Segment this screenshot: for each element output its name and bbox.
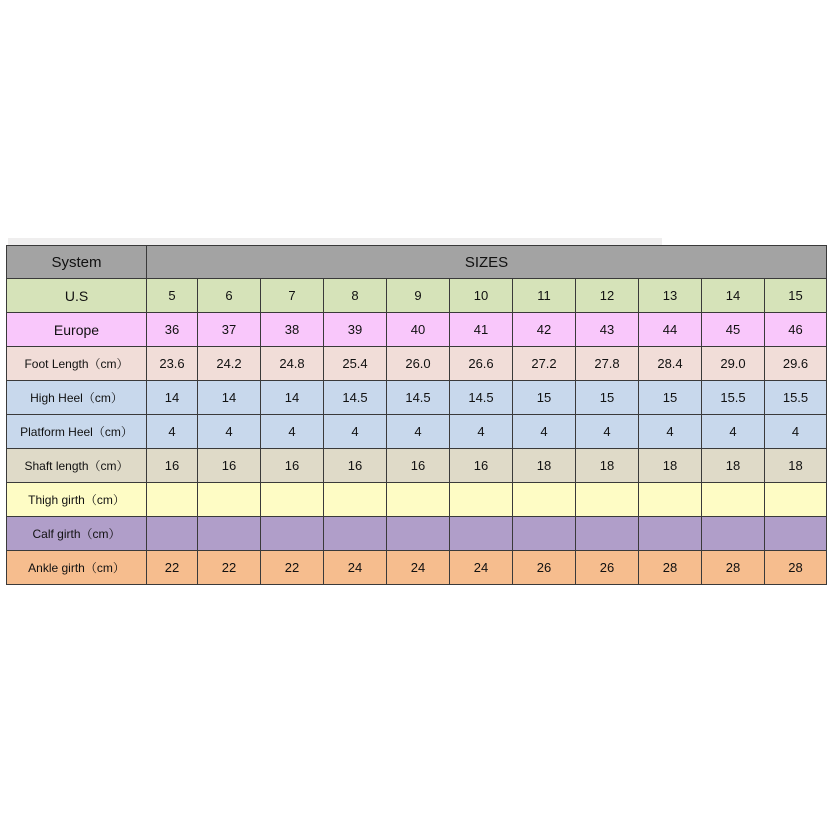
row-high (7, 381, 827, 415)
size-value-cell: 15 (576, 381, 639, 415)
size-value-cell: 26 (513, 551, 576, 585)
size-value-cell: 29.0 (702, 347, 765, 381)
size-value-cell (324, 483, 387, 517)
size-value-cell: 24.2 (198, 347, 261, 381)
size-value-cell: 44 (639, 313, 702, 347)
size-value-cell: 16 (198, 449, 261, 483)
size-value-cell: 42 (513, 313, 576, 347)
size-value-cell: 23.6 (147, 347, 198, 381)
size-value-cell: 28 (765, 551, 827, 585)
size-value-cell: 15 (765, 279, 827, 313)
row-label: Calf girth（cm） (7, 517, 147, 551)
row-label: Ankle girth（cm） (7, 551, 147, 585)
size-value-cell (765, 483, 827, 517)
size-value-cell: 9 (387, 279, 450, 313)
size-value-cell: 29.6 (765, 347, 827, 381)
size-value-cell: 22 (198, 551, 261, 585)
size-value-cell: 43 (576, 313, 639, 347)
size-value-cell: 4 (324, 415, 387, 449)
size-value-cell: 24.8 (261, 347, 324, 381)
size-value-cell: 8 (324, 279, 387, 313)
size-value-cell: 27.2 (513, 347, 576, 381)
size-value-cell: 24 (387, 551, 450, 585)
size-value-cell: 4 (387, 415, 450, 449)
size-value-cell: 46 (765, 313, 827, 347)
size-value-cell: 4 (765, 415, 827, 449)
size-value-cell: 39 (324, 313, 387, 347)
size-value-cell: 18 (765, 449, 827, 483)
size-value-cell (513, 483, 576, 517)
size-value-cell: 14 (147, 381, 198, 415)
size-value-cell: 16 (387, 449, 450, 483)
size-value-cell: 18 (639, 449, 702, 483)
size-value-cell (576, 483, 639, 517)
size-value-cell (450, 517, 513, 551)
size-value-cell (702, 483, 765, 517)
size-value-cell: 28 (702, 551, 765, 585)
header-row (7, 246, 827, 279)
size-value-cell: 22 (261, 551, 324, 585)
size-value-cell: 40 (387, 313, 450, 347)
size-value-cell: 4 (450, 415, 513, 449)
size-value-cell (261, 517, 324, 551)
size-value-cell: 26 (576, 551, 639, 585)
size-value-cell: 28.4 (639, 347, 702, 381)
size-value-cell: 4 (147, 415, 198, 449)
row-label: U.S (7, 279, 147, 313)
size-value-cell: 16 (450, 449, 513, 483)
size-value-cell (513, 517, 576, 551)
size-value-cell (261, 483, 324, 517)
size-value-cell (765, 517, 827, 551)
size-value-cell: 15.5 (702, 381, 765, 415)
row-calf (7, 517, 827, 551)
row-ankle (7, 551, 827, 585)
size-value-cell: 4 (198, 415, 261, 449)
size-value-cell: 6 (198, 279, 261, 313)
size-value-cell (324, 517, 387, 551)
row-foot (7, 347, 827, 381)
size-value-cell: 11 (513, 279, 576, 313)
size-value-cell: 15 (639, 381, 702, 415)
size-value-cell: 37 (198, 313, 261, 347)
size-value-cell (198, 517, 261, 551)
size-value-cell (639, 517, 702, 551)
row-us (7, 279, 827, 313)
size-value-cell: 18 (576, 449, 639, 483)
header-system-cell: System (7, 246, 147, 279)
size-value-cell: 14.5 (324, 381, 387, 415)
size-value-cell (147, 517, 198, 551)
size-value-cell: 7 (261, 279, 324, 313)
size-value-cell: 14.5 (387, 381, 450, 415)
size-value-cell: 14 (198, 381, 261, 415)
size-value-cell (387, 483, 450, 517)
size-value-cell: 4 (576, 415, 639, 449)
size-value-cell (702, 517, 765, 551)
size-chart-table (6, 245, 827, 585)
size-value-cell (387, 517, 450, 551)
size-value-cell (576, 517, 639, 551)
size-value-cell: 4 (513, 415, 576, 449)
size-value-cell: 14 (702, 279, 765, 313)
size-value-cell: 25.4 (324, 347, 387, 381)
size-value-cell: 27.8 (576, 347, 639, 381)
size-value-cell: 18 (702, 449, 765, 483)
size-value-cell: 15.5 (765, 381, 827, 415)
row-label: Foot Length（cm） (7, 347, 147, 381)
size-value-cell (147, 483, 198, 517)
size-value-cell: 4 (261, 415, 324, 449)
size-value-cell: 36 (147, 313, 198, 347)
size-value-cell: 4 (639, 415, 702, 449)
size-value-cell: 22 (147, 551, 198, 585)
size-value-cell: 14 (261, 381, 324, 415)
size-value-cell: 16 (261, 449, 324, 483)
row-label: Thigh girth（cm） (7, 483, 147, 517)
row-label: Shaft length（cm） (7, 449, 147, 483)
row-label: Europe (7, 313, 147, 347)
size-value-cell: 38 (261, 313, 324, 347)
size-value-cell: 14.5 (450, 381, 513, 415)
size-value-cell: 13 (639, 279, 702, 313)
size-value-cell: 41 (450, 313, 513, 347)
row-eu (7, 313, 827, 347)
size-value-cell: 4 (702, 415, 765, 449)
size-value-cell: 15 (513, 381, 576, 415)
size-value-cell (198, 483, 261, 517)
size-value-cell (639, 483, 702, 517)
size-value-cell: 26.0 (387, 347, 450, 381)
size-value-cell: 5 (147, 279, 198, 313)
size-value-cell: 10 (450, 279, 513, 313)
size-value-cell: 26.6 (450, 347, 513, 381)
size-value-cell: 24 (450, 551, 513, 585)
size-value-cell: 12 (576, 279, 639, 313)
size-value-cell: 16 (324, 449, 387, 483)
size-value-cell: 24 (324, 551, 387, 585)
row-shaft (7, 449, 827, 483)
header-sizes-cell: SIZES (147, 246, 827, 279)
row-thigh (7, 483, 827, 517)
row-platform (7, 415, 827, 449)
size-value-cell: 28 (639, 551, 702, 585)
size-value-cell: 16 (147, 449, 198, 483)
size-value-cell: 18 (513, 449, 576, 483)
size-value-cell: 45 (702, 313, 765, 347)
row-label: Platform Heel（cm） (7, 415, 147, 449)
row-label: High Heel（cm） (7, 381, 147, 415)
size-value-cell (450, 483, 513, 517)
